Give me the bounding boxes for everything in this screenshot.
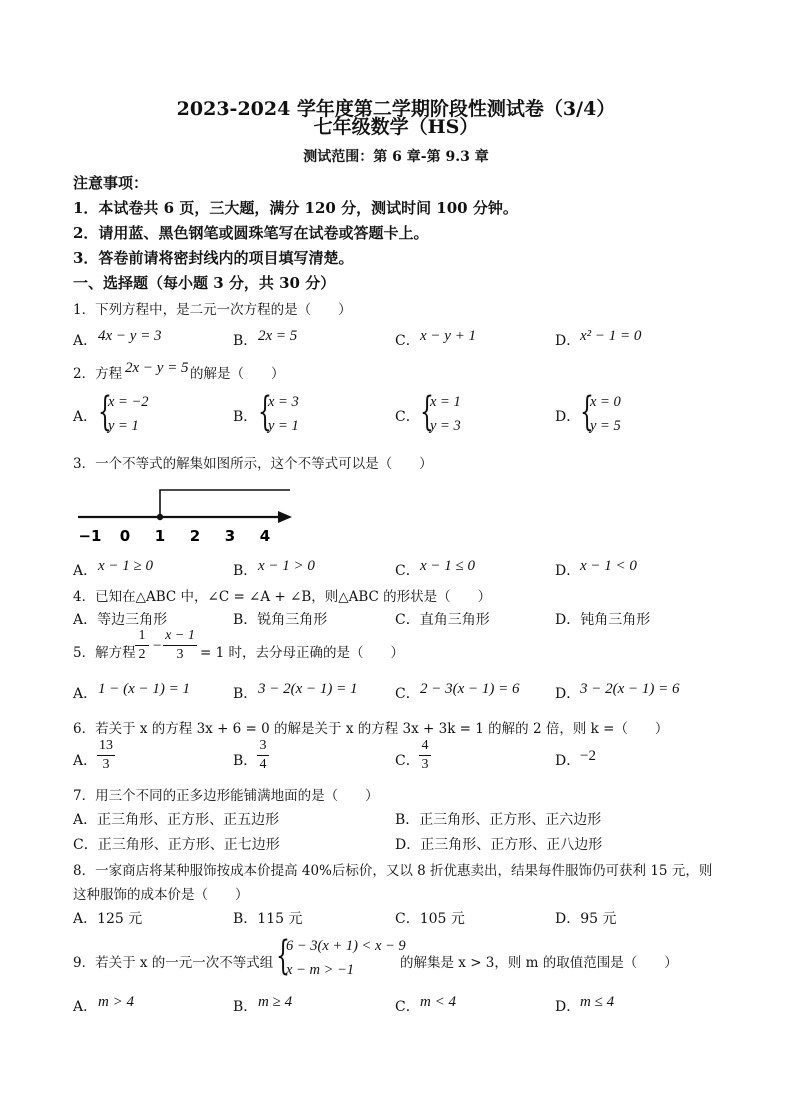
q8-option-d: D．95 元 — [555, 911, 617, 927]
q9-option-b-label: B． — [233, 999, 258, 1015]
brace-icon: { — [98, 389, 112, 435]
q5-fraction-1: 1 2 — [135, 628, 149, 663]
number-line-tick-label: 2 — [189, 527, 201, 545]
q6-option-c-label: C． — [395, 753, 420, 769]
q7-option-b: B．正三角形、正方形、正六边形 — [395, 812, 602, 828]
q4-option-a: A．等边三角形 — [73, 612, 168, 628]
arrow-right-icon — [278, 511, 292, 523]
brace-icon: { — [258, 389, 272, 435]
q9-stem-post: 的解集是 x > 3，则 m 的取值范围是（ ） — [400, 955, 678, 971]
notice-item-1: 1．本试卷共 6 页，三大题，满分 120 分，测试时间 100 分钟。 — [73, 199, 518, 217]
q5-option-c-label: C． — [395, 686, 420, 702]
q3-option-a: x − 1 ≥ 0 — [98, 558, 154, 574]
q5-option-d-label: D． — [555, 686, 581, 702]
q1-option-d-label: D． — [555, 333, 581, 349]
number-line-tick-label: 3 — [224, 527, 236, 545]
exam-scope: 测试范围：第 6 章-第 9.3 章 — [303, 149, 489, 165]
q5-option-d: 3 − 2(x − 1) = 6 — [580, 681, 680, 697]
q5-option-b: 3 − 2(x − 1) = 1 — [258, 681, 358, 697]
q5-minus: − — [152, 638, 163, 654]
q5-stem-pre: 5．解方程 — [73, 645, 136, 661]
q3-option-d: x − 1 < 0 — [580, 558, 637, 574]
brace-icon: { — [580, 389, 594, 435]
q5-option-a: 1 − (x − 1) = 1 — [98, 681, 191, 697]
exam-title: 2023-2024 学年度第二学期阶段性测试卷（3/4） — [176, 98, 616, 120]
q8-option-c: C．105 元 — [395, 911, 465, 927]
q3-stem: 3．一个不等式的解集如图所示，这个不等式可以是（ ） — [73, 456, 433, 472]
q8-stem-line1: 8．一家商店将某种服饰按成本价提高 40%后标价，又以 8 折优惠卖出，结果每件服饰仍可获利 15 元，则 — [73, 863, 713, 879]
q1-option-b-label: B． — [233, 333, 258, 349]
q9-option-c: m < 4 — [420, 994, 456, 1010]
q1-option-d: x² − 1 = 0 — [580, 328, 642, 344]
q6-option-d-label: D． — [555, 753, 581, 769]
q6-option-b-label: B． — [233, 753, 258, 769]
q3-number-line — [70, 480, 310, 550]
q9-option-d: m ≤ 4 — [580, 994, 615, 1010]
q9-option-a-label: A． — [73, 999, 98, 1015]
q2-option-c-label: C． — [395, 409, 420, 425]
q5-option-b-label: B． — [233, 686, 258, 702]
q4-option-b: B．锐角三角形 — [233, 612, 328, 628]
q3-option-b: x − 1 > 0 — [258, 558, 315, 574]
q2-option-a-label: A． — [73, 409, 98, 425]
q7-option-d: D．正三角形、正方形、正八边形 — [395, 837, 603, 853]
q6-option-d: −2 — [580, 748, 596, 764]
q9-option-d-label: D． — [555, 999, 581, 1015]
number-line-tick-label: −1 — [78, 527, 102, 545]
exam-subtitle: 七年级数学（HS） — [313, 116, 479, 138]
q3-option-a-label: A． — [73, 563, 98, 579]
q3-option-b-label: B． — [233, 563, 258, 579]
q5-option-a-label: A． — [73, 686, 98, 702]
q9-stem-pre: 9．若关于 x 的一元一次不等式组 — [73, 955, 274, 971]
notice-item-2: 2．请用蓝、黑色钢笔或圆珠笔写在试卷或答题卡上。 — [73, 224, 429, 242]
q1-option-a-label: A． — [73, 333, 98, 349]
q2-stem-post: 的解是（ ） — [190, 366, 285, 382]
q3-option-d-label: D． — [555, 563, 581, 579]
q4-option-d: D．钝角三角形 — [555, 612, 651, 628]
q5-stem-post: = 1 时，去分母正确的是（ ） — [200, 645, 404, 661]
q6-stem: 6．若关于 x 的方程 3x + 6 = 0 的解是关于 x 的方程 3x + 3k = 1 的解的 2 倍，则 k =（ ） — [73, 721, 669, 737]
number-line-tick-label: 0 — [119, 527, 131, 545]
solution-set-ray — [160, 490, 290, 517]
q4-option-c: C．直角三角形 — [395, 612, 490, 628]
q3-option-c: x − 1 ≤ 0 — [420, 558, 476, 574]
q2-stem-pre: 2．方程 — [73, 366, 123, 382]
q6-option-c: 4 3 — [419, 738, 431, 773]
q1-option-a: 4x − y = 3 — [98, 328, 162, 344]
q1-stem: 1．下列方程中，是二元一次方程的是（ ） — [73, 302, 352, 318]
number-line-ticks — [78, 527, 270, 545]
q2-stem-math: 2x − y = 5 — [125, 360, 189, 376]
solid-endpoint — [157, 514, 163, 520]
q8-option-b: B．115 元 — [233, 911, 303, 927]
number-line-tick-label: 4 — [259, 527, 271, 545]
brace-icon: { — [420, 389, 434, 435]
q7-option-c: C．正三角形、正方形、正七边形 — [73, 837, 280, 853]
notice-heading: 注意事项： — [73, 174, 149, 192]
q7-stem: 7．用三个不同的正多边形能铺满地面的是（ ） — [73, 788, 379, 804]
q5-fraction-2: x − 1 3 — [163, 628, 197, 663]
q6-option-b: 3 4 — [257, 738, 269, 773]
section-heading: 一、选择题（每小题 3 分，共 30 分） — [73, 274, 336, 292]
q9-option-b: m ≥ 4 — [258, 994, 293, 1010]
q2-option-d-label: D． — [555, 409, 581, 425]
q5-option-c: 2 − 3(x − 1) = 6 — [420, 681, 520, 697]
q8-option-a: A．125 元 — [73, 911, 143, 927]
q9-option-c-label: C． — [395, 999, 420, 1015]
q1-option-c: x − y + 1 — [420, 328, 477, 344]
q6-option-a: 13 3 — [99, 738, 113, 772]
q1-option-b: 2x = 5 — [258, 328, 298, 344]
q1-option-c-label: C． — [395, 333, 420, 349]
q6-option-a-label: A． — [73, 753, 98, 769]
q2-option-b-label: B． — [233, 409, 258, 425]
number-line-tick-label: 1 — [154, 527, 166, 545]
notice-item-3: 3．答卷前请将密封线内的项目填写清楚。 — [73, 249, 354, 267]
q9-option-a: m > 4 — [98, 994, 134, 1010]
q7-option-a: A．正三角形、正方形、正五边形 — [73, 812, 280, 828]
q8-stem-line2: 这种服饰的成本价是（ ） — [73, 887, 249, 903]
q3-option-c-label: C． — [395, 563, 420, 579]
q4-stem: 4．已知在△ABC 中，∠C = ∠A + ∠B，则△ABC 的形状是（ ） — [73, 589, 492, 605]
brace-icon: { — [276, 933, 290, 979]
